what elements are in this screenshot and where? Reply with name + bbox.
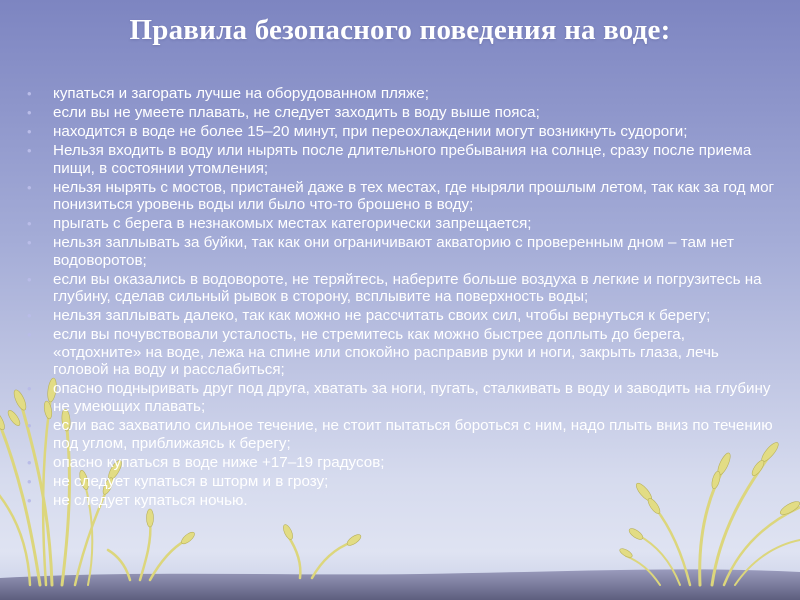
rule-item (24, 215, 776, 233)
rule-item (24, 85, 776, 103)
bullet-icon: • (27, 271, 32, 287)
bullet-icon: • (27, 235, 32, 251)
rule-item (24, 307, 776, 325)
rule-text: не следует купаться в шторм и в грозу; (53, 472, 329, 490)
rule-item (24, 454, 776, 472)
rule-text: нельзя нырять с мостов, пристаней даже в тех местах, где ныряли прошлым летом, так как за год мог понизиться уровень воды или было что-то брошено в воду; (53, 178, 775, 214)
rule-text: нельзя заплывать далеко, так как можно не рассчитать своих сил, чтобы вернуться к берегу; (53, 307, 711, 325)
bullet-icon: • (27, 381, 32, 397)
slide-title: Правила безопасного поведения на воде: (129, 14, 671, 46)
rule-item (24, 104, 776, 122)
rule-text: купаться и загорать лучше на оборудованном пляже; (53, 85, 429, 102)
bullet-icon: • (27, 473, 32, 489)
rule-item (24, 417, 776, 452)
bullet-icon: • (27, 86, 32, 101)
bullet-icon: • (27, 417, 32, 433)
bullet-icon: • (27, 492, 32, 508)
bullet-icon: • (27, 216, 32, 232)
rule-item (24, 142, 776, 177)
rule-item (24, 492, 776, 510)
bullet-icon: • (27, 308, 32, 324)
bullet-icon: • (27, 179, 32, 195)
rule-text: если вас захватило сильное течение, не стоит пытаться бороться с ним, надо плыть вниз по течению под углом, приближаясь к берегу; (53, 416, 773, 452)
rule-item (24, 179, 776, 214)
bullet-icon: • (27, 327, 32, 343)
bullet-icon: • (27, 142, 32, 158)
rule-text: если вы почувствовали усталость, не стремитесь как можно быстрее доплыть до берега, «отдохните» на воде, лежа на спине или спокойно расправив руки и ноги, закрыть глаза, лечь головой на воду и расслабиться; (53, 326, 719, 379)
rule-text: не следует купаться ночью. (53, 491, 248, 509)
rule-item (24, 123, 776, 141)
rule-text: находится в воде не более 15–20 минут, при переохлаждении могут возникнуть судороги; (53, 122, 688, 140)
rules-list (24, 85, 776, 511)
rule-text: опасно подныривать друг под друга, хватать за ноги, пугать, сталкивать в воду и заводить на глубину не умеющих плавать; (53, 380, 771, 415)
rule-item (24, 326, 776, 379)
rule-item (24, 271, 776, 306)
rule-text: нельзя заплывать за буйки, так как они ограничивают акваторию с проверенным дном – там нет водоворотов; (53, 234, 734, 269)
bullet-icon: • (27, 454, 32, 470)
rule-item (24, 473, 776, 491)
rule-text: опасно купаться в воде ниже +17–19 градусов; (53, 453, 385, 471)
bullet-icon: • (27, 123, 32, 139)
rule-text: если вы не умеете плавать, не следует заходить в воду выше пояса; (53, 103, 540, 121)
rule-item (24, 234, 776, 269)
rule-item (24, 380, 776, 415)
rule-text: прыгать с берега в незнакомых местах категорически запрещается; (53, 215, 532, 233)
rule-text: если вы оказались в водовороте, не теряйтесь, наберите больше воздуха в легкие и погрузитесь на глубину, сделав сильный рывок в сторону, всплывите на поверхность воды; (53, 270, 762, 306)
rule-text: Нельзя входить в воду или нырять после длительного пребывания на солнце, сразу после приема пищи, в состоянии утомления; (53, 141, 752, 177)
bullet-icon: • (27, 104, 32, 120)
